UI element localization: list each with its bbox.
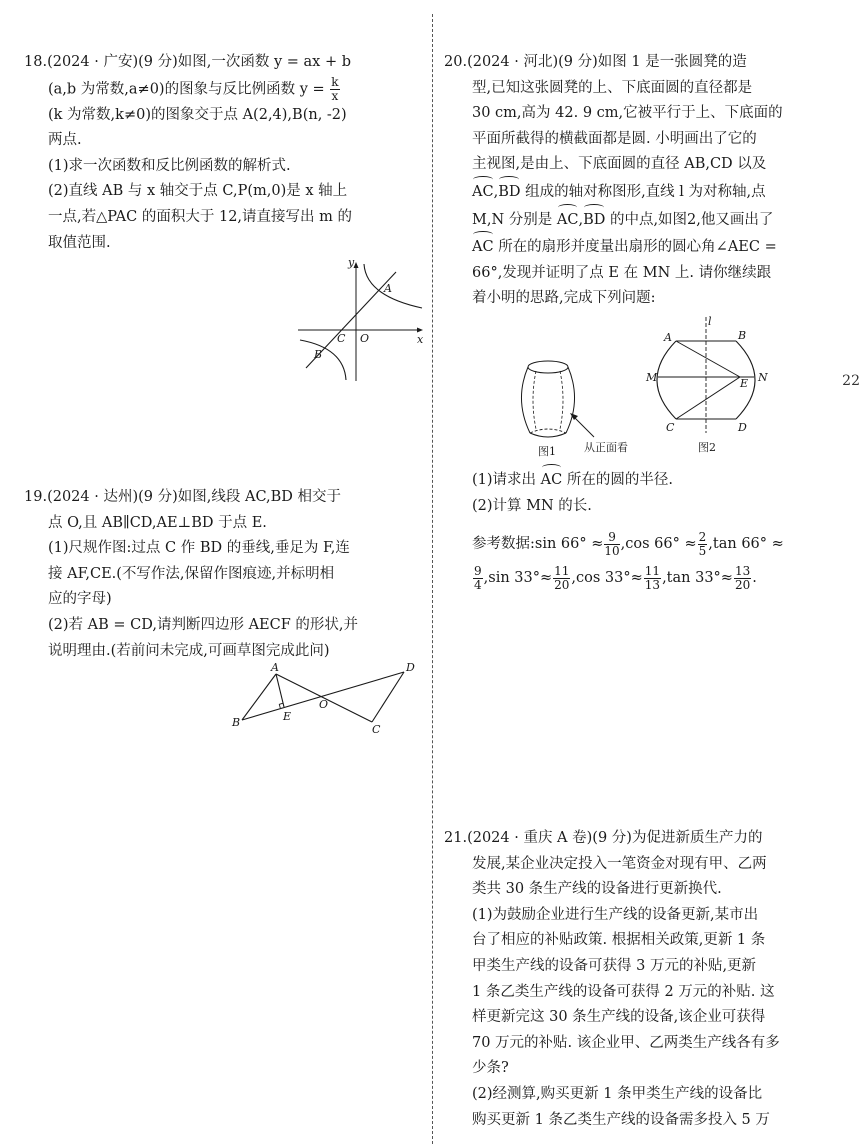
q18-label-o: O	[360, 332, 370, 345]
segment-ae	[676, 341, 740, 377]
q20-line-1: 20.(2024 · 河北)(9 分)如图 1 是一张圆凳的造	[444, 54, 747, 70]
q19-part-2-line-1: (2)若 AB = CD,请判断四边形 AECF 的形状,并	[48, 616, 358, 633]
q18-label-c: C	[337, 332, 346, 345]
arc-ac	[657, 341, 676, 419]
fig2-label-d: D	[738, 421, 747, 434]
q18-hyperbola-lower	[300, 340, 346, 380]
segment-ce	[676, 377, 740, 419]
q18-label-a: A	[384, 282, 392, 295]
fig2-label-b: B	[738, 329, 747, 342]
fig2-label-c: C	[666, 421, 675, 434]
q20-line-7: M,N 分别是 AC,BD 的中点,如图2,他又画出了	[444, 208, 846, 234]
q18-line-3: (k 为常数,k≠0)的图象交于点 A(2,4),B(n, -2)	[48, 106, 347, 123]
q19-label-b: B	[232, 716, 241, 729]
stool-inner-left	[533, 371, 536, 429]
stool-right-side	[566, 367, 575, 433]
fig2-label-n: N	[758, 371, 768, 384]
q20-figure-1	[518, 355, 648, 457]
q18-label-b: B	[314, 348, 323, 361]
q18-figure	[296, 256, 426, 384]
q21-part-1-line-6: 70 万元的补贴. 该企业甲、乙两类生产线各有多	[472, 1034, 780, 1051]
fig1-view-label: 从正面看	[584, 441, 628, 454]
fig2-label-a: A	[664, 331, 672, 344]
q20-line-10: 着小明的思路,完成下列问题:	[472, 290, 656, 307]
q20-part-1: (1)请求出 AC 所在的圆的半径.	[472, 468, 846, 494]
fig2-label-l: l	[708, 315, 712, 328]
q19-label-d: D	[406, 661, 415, 674]
q19-part-2-line-2: 说明理由.(若前问未完成,可画草图完成此问)	[48, 642, 330, 659]
q19-label-e: E	[283, 710, 292, 723]
stool-inner-right	[560, 371, 563, 429]
q21-line-1: 21.(2024 · 重庆 A 卷)(9 分)为促进新质生产力的	[444, 830, 763, 846]
q20-reference-data: 参考数据:sin 66° ≈ $\frac{9}{10}$ ,cos 66° ≈ $\frac{2}{5}$ ,tan 66° ≈ $\frac{9}{4}$ ,sin 33°≈ $\frac{11}{20}$ ,cos 33°≈ $\frac{11}{13}$ ,tan 33°≈ $\frac{13}{20}$ .	[472, 529, 784, 592]
question-18	[24, 50, 424, 256]
q19-segment-bd	[242, 672, 404, 720]
q21-line-2: 发展,某企业决定投入一笔资金对现有甲、乙两	[472, 855, 767, 872]
q20-line-8: AC 所在的扇形并度量出扇形的圆心角∠AEC =	[444, 235, 846, 261]
q18-label-x: x	[417, 333, 424, 346]
q18-x-arrow	[417, 328, 423, 333]
q19-part-1-line-1: (1)尺规作图:过点 C 作 BD 的垂线,垂足为 F,连	[48, 540, 350, 557]
q19-segment-ab	[242, 674, 276, 720]
fig2-label-m: M	[646, 371, 658, 384]
q18-fraction: $\frac{k}{x}$	[331, 74, 339, 103]
stool-bottom-front	[530, 433, 566, 437]
stool-left-side	[521, 367, 530, 433]
q21-part-1-line-1: (1)为鼓励企业进行生产线的设备更新,某市出	[472, 906, 759, 923]
q19-segment-ae	[276, 674, 284, 707]
q20-line-5: 主视图,是由上、下底面圆的直径 AB,CD 以及	[472, 156, 767, 173]
question-21	[444, 826, 846, 1133]
q18-part-2-line-3: 取值范围.	[48, 234, 111, 251]
q21-line-3: 类共 30 条生产线的设备进行更新换代.	[472, 881, 722, 898]
q20-line-3: 30 cm,高为 42. 9 cm,它被平行于上、下底面的	[472, 105, 783, 122]
stool-bottom-back	[530, 429, 566, 433]
fig2-caption: 图2	[698, 441, 716, 454]
q18-line-4: 两点.	[48, 132, 82, 149]
q20-parts	[472, 466, 846, 595]
q21-part-2-line-2: 购买更新 1 条乙类生产线的设备需多投入 5 万	[472, 1111, 770, 1128]
q18-part-2-line-1: (2)直线 AB 与 x 轴交于点 C,P(m,0)是 x 轴上	[48, 183, 348, 200]
q21-part-1-line-3: 甲类生产线的设备可获得 3 万元的补贴,更新	[472, 957, 757, 974]
q18-line-1: 18.(2024 · 广安)(9 分)如图,一次函数 y = ax + b	[24, 54, 352, 70]
q20-line-9: 66°,发现并证明了点 E 在 MN 上. 请你继续跟	[472, 264, 772, 281]
q18-y-arrow	[354, 262, 359, 268]
q21-part-1-line-2: 台了相应的补贴政策. 根据相关政策,更新 1 条	[472, 932, 766, 949]
column-divider	[432, 14, 433, 1144]
q18-part-1: (1)求一次函数和反比例函数的解析式.	[48, 157, 291, 174]
question-20	[444, 50, 846, 312]
q19-line-1: 19.(2024 · 达州)(9 分)如图,线段 AC,BD 相交于	[24, 489, 342, 505]
q19-label-a: A	[271, 661, 279, 674]
q20-line-4: 平面所截得的横截面都是圆. 小明画出了它的	[472, 130, 757, 147]
q21-part-2-line-1: (2)经测算,购买更新 1 条甲类生产线的设备比	[472, 1085, 763, 1102]
q19-part-1-line-2: 接 AF,CE.(不写作法,保留作图痕迹,并标明相	[48, 565, 335, 582]
q21-part-1-line-5: 样更新完这 30 条生产线的设备,该企业可获得	[472, 1009, 766, 1026]
q18-part-2-line-2: 一点,若△PAC 的面积大于 12,请直接写出 m 的	[48, 209, 352, 226]
q20-line-2: 型,已知这张圆凳的上、下底面圆的直径都是	[472, 79, 753, 96]
q18-hyperbola-upper	[364, 264, 422, 308]
stool-top-ellipse	[528, 361, 568, 373]
fig2-label-e: E	[740, 377, 749, 390]
page-number: 22	[842, 373, 860, 389]
q18-label-y: y	[348, 256, 355, 269]
q20-line-6: AC,BD 组成的轴对称图形,直线 l 为对称轴,点	[444, 180, 846, 206]
q19-label-c: C	[372, 723, 381, 736]
q18-line-2: (a,b 为常数,a≠0)的图象与反比例函数 y = $\frac{k}{x}$	[48, 74, 339, 103]
question-19	[24, 485, 424, 664]
q19-part-1-line-3: 应的字母)	[48, 591, 112, 608]
q19-figure	[226, 660, 426, 738]
q21-part-1-line-7: 少条?	[472, 1060, 509, 1077]
q20-part-2: (2)计算 MN 的长.	[472, 497, 592, 514]
q19-line-2: 点 O,且 AB∥CD,AE⊥BD 于点 E.	[48, 514, 267, 531]
q19-label-o: O	[319, 698, 329, 711]
fig1-caption: 图1	[538, 445, 556, 458]
q21-part-1-line-4: 1 条乙类生产线的设备可获得 2 万元的补贴. 这	[472, 983, 775, 1000]
q20-figure-2	[646, 315, 796, 455]
